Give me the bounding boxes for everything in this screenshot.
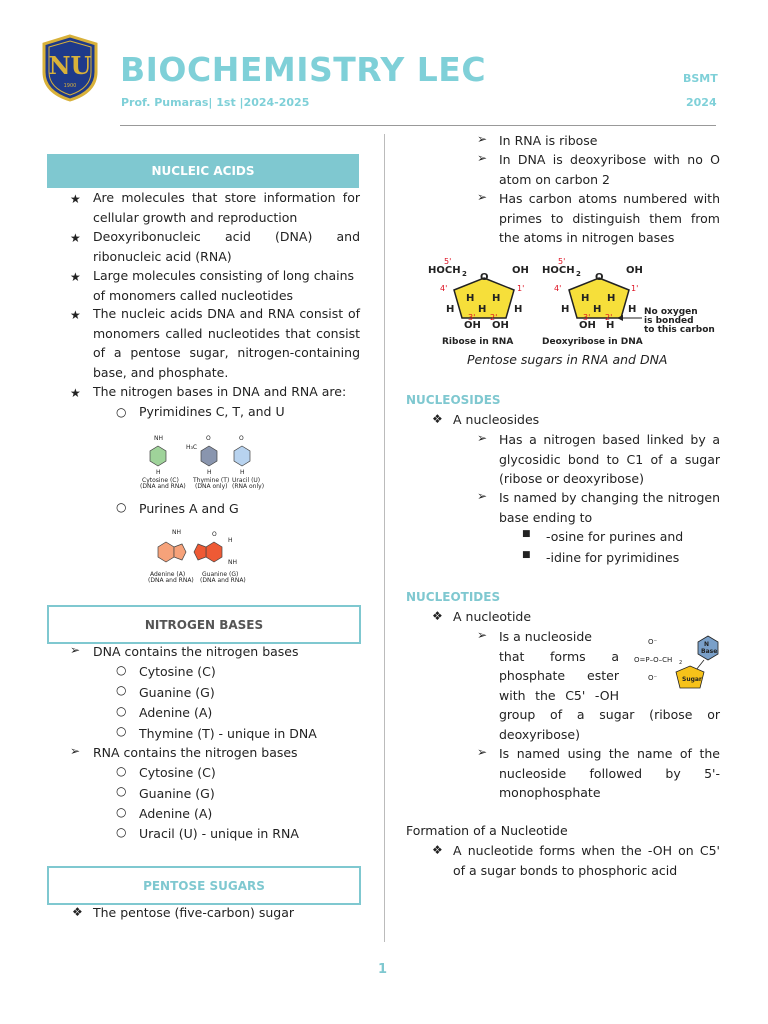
star-bullet: ★ bbox=[70, 308, 81, 322]
list-item: group of a sugar (ribose or deoxyribose) bbox=[499, 707, 720, 742]
circle-bullet: ○ bbox=[116, 825, 127, 839]
star-bullet: ★ bbox=[70, 270, 81, 284]
year-label: 2024 bbox=[686, 96, 717, 109]
list-item: A nucleotide bbox=[453, 609, 532, 624]
svg-text:H: H bbox=[492, 293, 501, 304]
svg-text:H: H bbox=[156, 469, 161, 476]
svg-text:H: H bbox=[228, 537, 233, 544]
svg-text:1900: 1900 bbox=[63, 83, 77, 89]
svg-text:NH: NH bbox=[172, 529, 181, 536]
nucleic-acids-heading: NUCLEIC ACIDS bbox=[47, 154, 359, 188]
svg-text:4': 4' bbox=[440, 284, 448, 293]
svg-text:Cytosine (C): Cytosine (C) bbox=[142, 477, 179, 484]
svg-text:H: H bbox=[466, 293, 475, 304]
svg-text:H: H bbox=[593, 304, 602, 315]
svg-text:3': 3' bbox=[583, 313, 591, 322]
document-title: BIOCHEMISTRY LEC bbox=[120, 50, 487, 89]
svg-text:Adenine (A): Adenine (A) bbox=[150, 571, 186, 578]
svg-text:to this carbon: to this carbon bbox=[644, 325, 715, 335]
purines-label: Purines A and G bbox=[139, 501, 239, 516]
circle-bullet: ○ bbox=[116, 500, 127, 514]
svg-text:4': 4' bbox=[554, 284, 562, 293]
svg-text:(RNA only): (RNA only) bbox=[232, 483, 265, 490]
diamond-bullet: ❖ bbox=[432, 843, 443, 857]
course-subtitle: Prof. Pumaras| 1st |2024-2025 bbox=[121, 96, 310, 109]
svg-text:(DNA and RNA): (DNA and RNA) bbox=[200, 577, 246, 584]
list-item: Are molecules that store information for cellular growth and reproduction bbox=[93, 190, 360, 225]
header-divider bbox=[120, 125, 716, 126]
list-item: The nucleic acids DNA and RNA consist of monomers called nucleotides that consist of a pentose sugar, nitrogen-containing base, and phosphate. bbox=[93, 306, 360, 380]
svg-text:H: H bbox=[240, 469, 245, 476]
list-item: A nucleosides bbox=[453, 412, 540, 427]
circle-bullet: ○ bbox=[116, 663, 127, 677]
circle-bullet: ○ bbox=[116, 683, 127, 697]
svg-text:OH: OH bbox=[492, 320, 509, 331]
svg-text:Base: Base bbox=[701, 648, 718, 655]
circle-bullet: ○ bbox=[116, 764, 127, 778]
line: phosphate ester bbox=[499, 668, 619, 683]
list-item: Adenine (A) bbox=[139, 806, 213, 821]
program-label: BSMT bbox=[683, 72, 718, 85]
svg-text:OH: OH bbox=[512, 265, 529, 276]
nitrogen-bases-heading: NITROGEN BASES bbox=[47, 605, 361, 644]
svg-text:(DNA and RNA): (DNA and RNA) bbox=[148, 577, 194, 584]
list-item: Thymine (T) - unique in DNA bbox=[139, 726, 317, 741]
svg-text:O: O bbox=[595, 272, 604, 283]
nucleosides-heading: NUCLEOSIDES bbox=[406, 393, 501, 407]
pyrimidines-label: Pyrimidines C, T, and U bbox=[139, 404, 285, 419]
nucleotides-heading: NUCLEOTIDES bbox=[406, 590, 501, 604]
svg-text:Deoxyribose in DNA: Deoxyribose in DNA bbox=[542, 337, 643, 347]
svg-text:OH: OH bbox=[579, 320, 596, 331]
svg-text:Ribose in RNA: Ribose in RNA bbox=[442, 337, 514, 347]
circle-bullet: ○ bbox=[116, 704, 127, 718]
list-item: Is named by changing the nitrogen base ending to bbox=[499, 490, 720, 525]
list-item: Has carbon atoms numbered with primes to distinguish them from the atoms in nitrogen bases bbox=[499, 191, 720, 245]
svg-text:3': 3' bbox=[468, 313, 476, 322]
svg-text:NU: NU bbox=[48, 51, 92, 80]
arrow-bullet: ➢ bbox=[477, 745, 488, 759]
university-logo bbox=[40, 34, 100, 102]
arrow-bullet: ➢ bbox=[477, 151, 488, 165]
svg-text:2: 2 bbox=[679, 660, 683, 666]
circle-bullet: ○ bbox=[116, 724, 127, 738]
svg-text:HOCH: HOCH bbox=[542, 265, 575, 276]
svg-text:2': 2' bbox=[605, 313, 613, 322]
svg-text:O⁻: O⁻ bbox=[648, 674, 658, 682]
svg-text:O: O bbox=[239, 435, 244, 442]
svg-text:Thymine (T): Thymine (T) bbox=[193, 477, 230, 484]
svg-text:(DNA only): (DNA only) bbox=[195, 483, 228, 490]
svg-text:O: O bbox=[212, 531, 217, 538]
line: with the C5' -OH bbox=[499, 687, 619, 703]
star-bullet: ★ bbox=[70, 192, 81, 206]
svg-text:is bonded: is bonded bbox=[644, 316, 694, 326]
svg-text:H: H bbox=[514, 304, 523, 315]
diamond-bullet: ❖ bbox=[432, 609, 443, 623]
arrow-bullet: ➢ bbox=[477, 489, 488, 503]
list-item: The nitrogen bases in DNA and RNA are: bbox=[93, 384, 347, 399]
pentose-sugars-figure bbox=[424, 256, 724, 348]
svg-text:(DNA and RNA): (DNA and RNA) bbox=[140, 483, 186, 490]
svg-text:NH: NH bbox=[154, 435, 163, 442]
arrow-bullet: ➢ bbox=[477, 132, 488, 146]
svg-text:Guanine (G): Guanine (G) bbox=[202, 571, 239, 578]
svg-text:NH: NH bbox=[228, 559, 237, 566]
list-item bbox=[499, 627, 619, 705]
svg-text:OH: OH bbox=[464, 320, 481, 331]
list-item: DNA contains the nitrogen bases bbox=[93, 644, 299, 659]
svg-text:OH: OH bbox=[626, 265, 643, 276]
svg-text:H: H bbox=[207, 469, 212, 476]
list-item: In DNA is deoxyribose with no O atom on carbon 2 bbox=[499, 152, 720, 187]
list-item: The pentose (five-carbon) sugar bbox=[93, 905, 295, 920]
list-item: Guanine (G) bbox=[139, 786, 215, 801]
svg-text:2: 2 bbox=[576, 270, 581, 278]
list-item: Deoxyribonucleic acid (DNA) and ribonucleic acid (RNA) bbox=[93, 229, 360, 264]
circle-bullet: ○ bbox=[116, 784, 127, 798]
svg-text:H: H bbox=[478, 304, 487, 315]
list-item: -idine for pyrimidines bbox=[546, 550, 680, 565]
svg-text:H: H bbox=[561, 304, 570, 315]
svg-text:No oxygen: No oxygen bbox=[644, 307, 698, 317]
svg-text:O: O bbox=[480, 272, 489, 283]
purine-structures-figure bbox=[148, 528, 258, 590]
arrow-bullet: ➢ bbox=[477, 628, 488, 642]
svg-text:H₃C: H₃C bbox=[186, 444, 198, 451]
list-item: Guanine (G) bbox=[139, 685, 215, 700]
list-item: In RNA is ribose bbox=[499, 133, 598, 148]
svg-text:H: H bbox=[606, 320, 615, 331]
svg-text:O: O bbox=[206, 435, 211, 442]
diamond-bullet: ❖ bbox=[72, 905, 83, 919]
pentose-sugars-heading: PENTOSE SUGARS bbox=[47, 866, 361, 905]
nucleotide-structure-figure bbox=[632, 632, 722, 696]
list-item: Adenine (A) bbox=[139, 705, 213, 720]
formation-heading: Formation of a Nucleotide bbox=[406, 823, 568, 838]
svg-text:H: H bbox=[607, 293, 616, 304]
arrow-bullet: ➢ bbox=[70, 744, 81, 758]
list-item: Cytosine (C) bbox=[139, 664, 216, 679]
list-item: A nucleotide forms when the -OH on C5' of a sugar bonds to phosphoric acid bbox=[453, 843, 720, 878]
svg-text:1': 1' bbox=[517, 284, 525, 293]
svg-text:HOCH: HOCH bbox=[428, 265, 461, 276]
sugar-figure-caption: Pentose sugars in RNA and DNA bbox=[467, 352, 668, 367]
svg-text:Uracil (U): Uracil (U) bbox=[232, 477, 261, 484]
svg-text:2': 2' bbox=[490, 313, 498, 322]
line: that forms a bbox=[499, 648, 619, 664]
diamond-bullet: ❖ bbox=[432, 412, 443, 426]
svg-text:O=P–O–CH: O=P–O–CH bbox=[634, 656, 673, 664]
pyrimidine-structures-figure bbox=[138, 432, 278, 494]
svg-text:5': 5' bbox=[444, 257, 452, 266]
list-item: Large molecules consisting of long chains of monomers called nucleotides bbox=[93, 268, 355, 303]
svg-text:H: H bbox=[446, 304, 455, 315]
square-bullet: ■ bbox=[522, 550, 531, 560]
arrow-bullet: ➢ bbox=[70, 643, 81, 657]
line: Is a nucleoside bbox=[499, 629, 592, 644]
page-number: 1 bbox=[378, 962, 388, 977]
arrow-bullet: ➢ bbox=[477, 190, 488, 204]
circle-bullet: ○ bbox=[116, 405, 127, 419]
svg-text:H: H bbox=[628, 304, 637, 315]
svg-text:N: N bbox=[704, 641, 710, 648]
svg-text:Sugar: Sugar bbox=[682, 676, 702, 683]
svg-text:H: H bbox=[581, 293, 590, 304]
star-bullet: ★ bbox=[70, 231, 81, 245]
svg-text:5': 5' bbox=[558, 257, 566, 266]
column-divider bbox=[384, 134, 385, 942]
list-item: Uracil (U) - unique in RNA bbox=[139, 826, 299, 841]
list-item: Is named using the name of the nucleoside followed by 5'-monophosphate bbox=[499, 746, 720, 800]
list-item: Cytosine (C) bbox=[139, 765, 216, 780]
svg-text:2: 2 bbox=[462, 270, 467, 278]
svg-text:1': 1' bbox=[631, 284, 639, 293]
star-bullet: ★ bbox=[70, 386, 81, 400]
list-item: Has a nitrogen based linked by a glycosidic bond to C1 of a sugar (ribose or deoxyribose) bbox=[499, 432, 720, 486]
square-bullet: ■ bbox=[522, 529, 531, 539]
arrow-bullet: ➢ bbox=[477, 431, 488, 445]
svg-text:O⁻: O⁻ bbox=[648, 638, 658, 646]
list-item: RNA contains the nitrogen bases bbox=[93, 745, 298, 760]
circle-bullet: ○ bbox=[116, 805, 127, 819]
list-item: -osine for purines and bbox=[546, 529, 684, 544]
